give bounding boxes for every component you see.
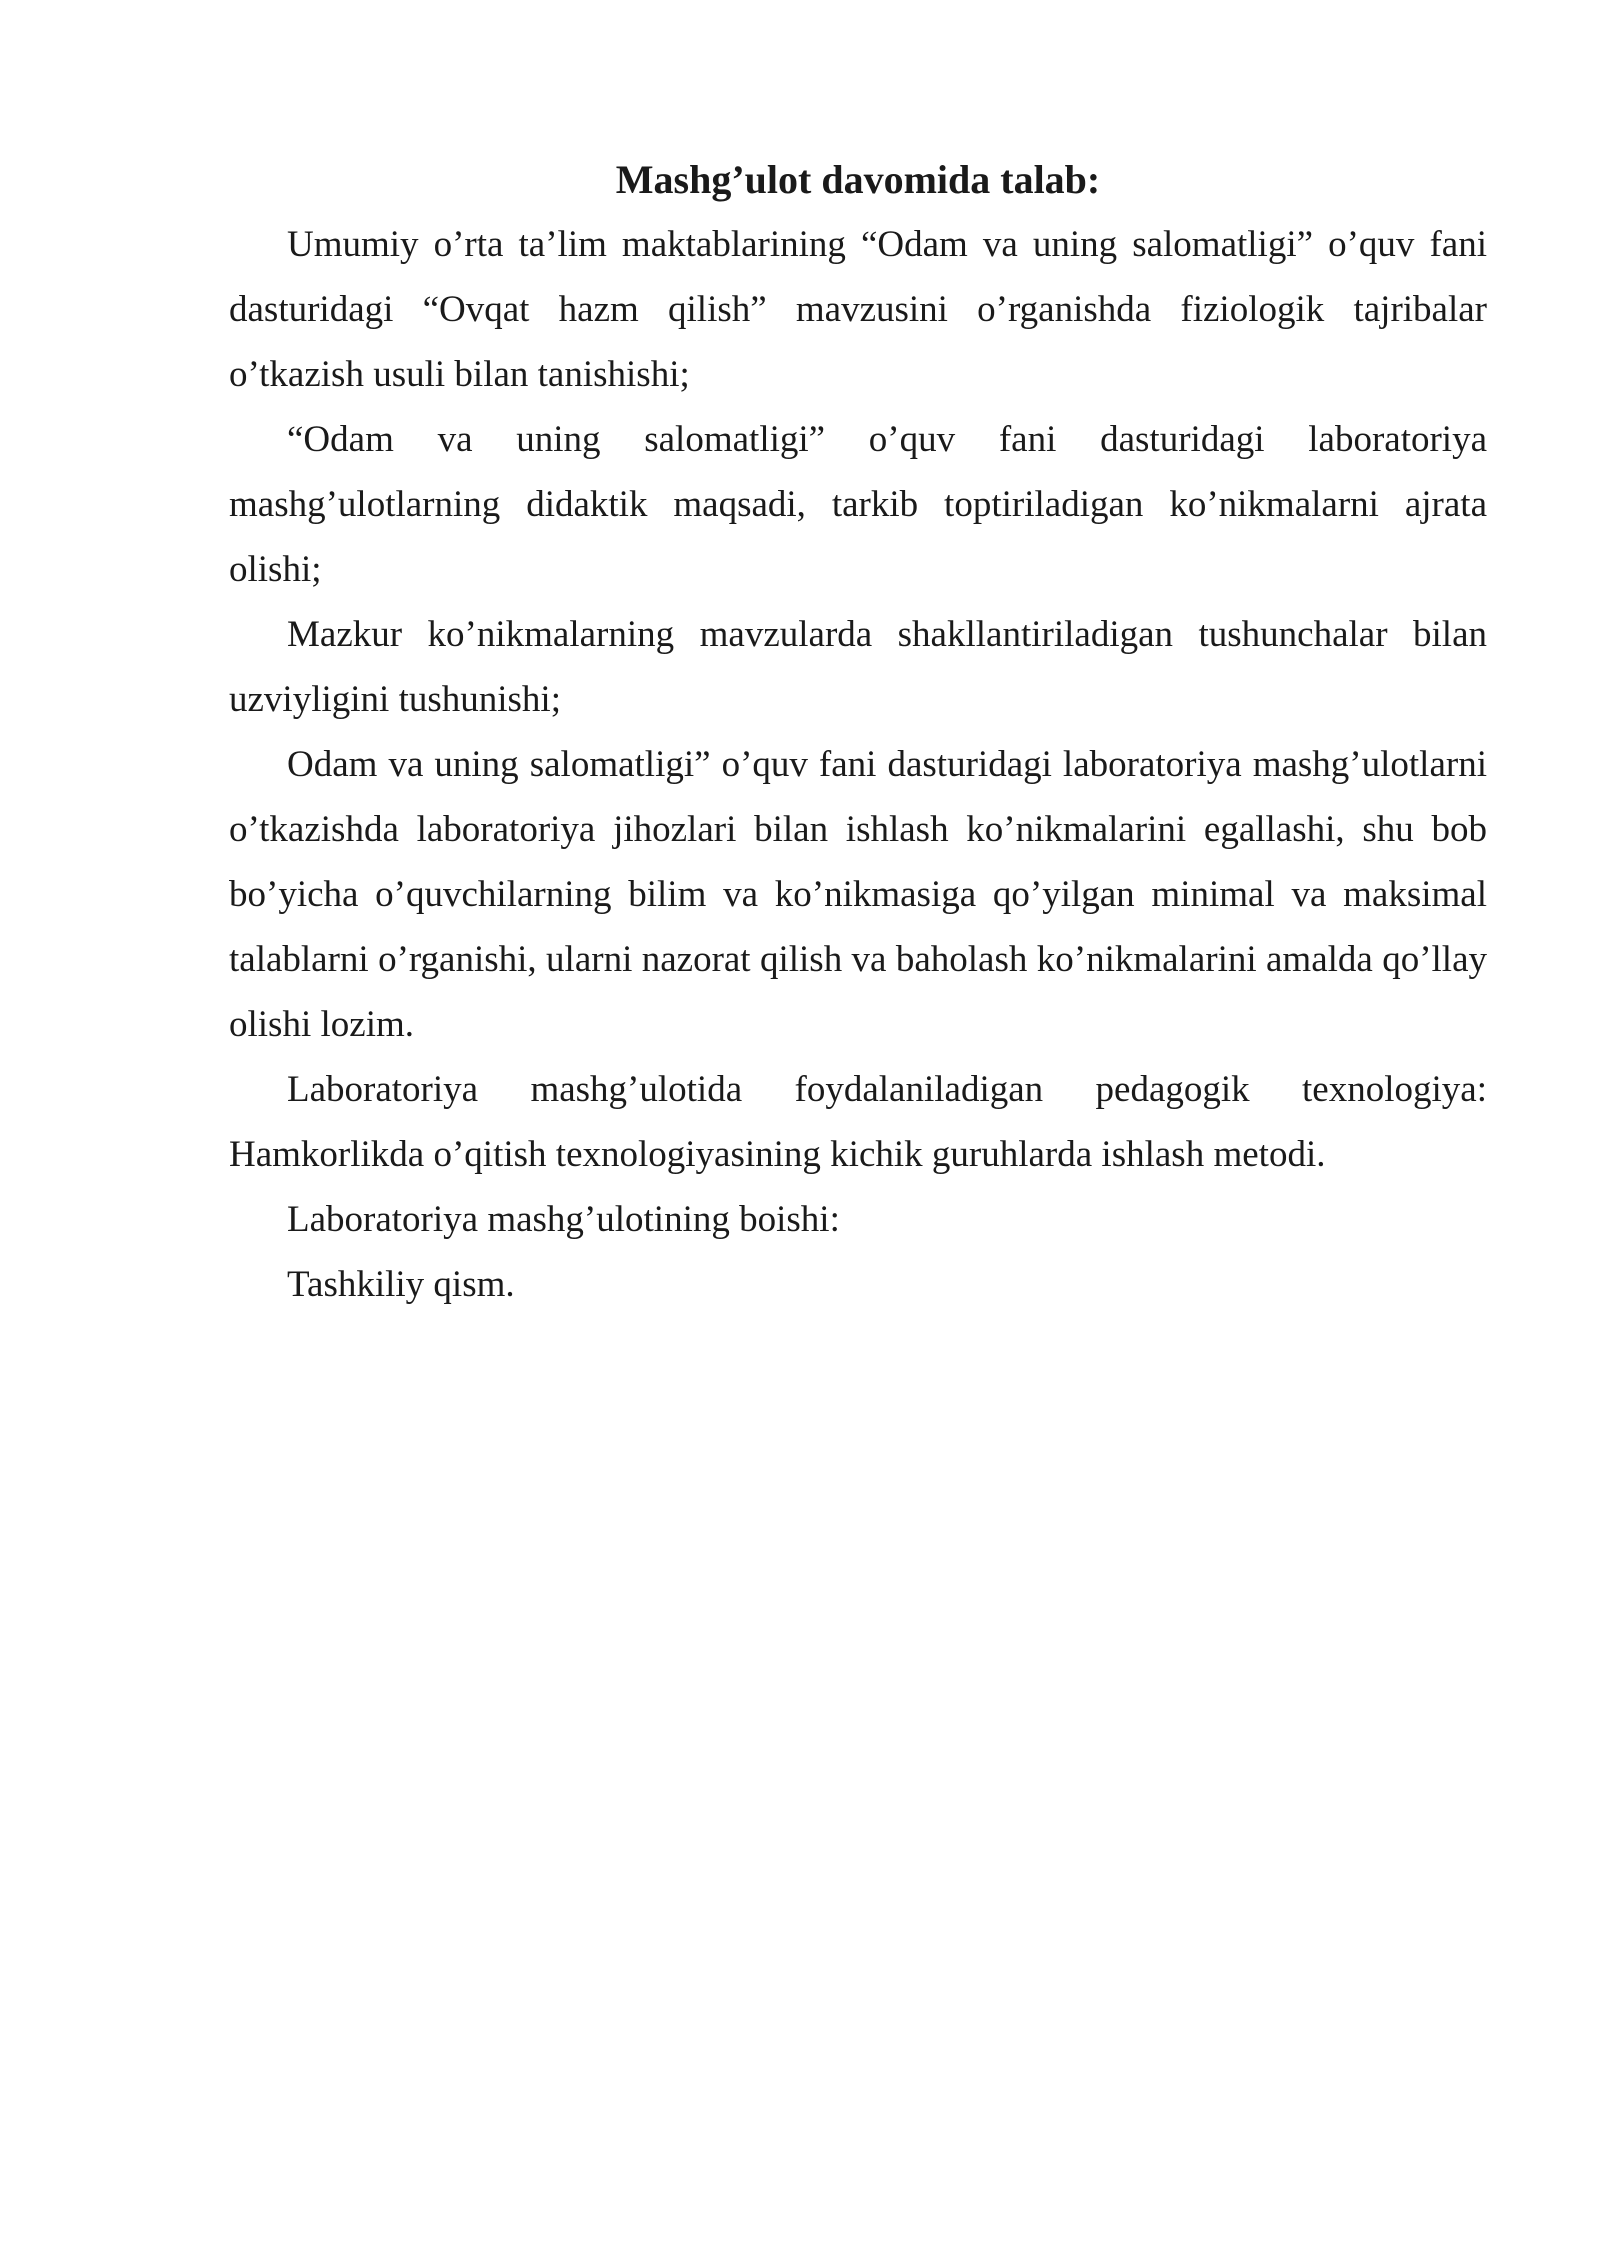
- paragraph-7: Tashkiliy qism.: [287, 1264, 515, 1305]
- document-title: Mashg’ulot davomida talab:: [615, 157, 1101, 202]
- paragraph-2: “Odam va uning salomatligi” o’quv fani dasturidagi laboratoriya mashg’ulotlarning didaktik maqsadi, tarkib toptiriladigan ko’nikmalarni ajrata olishi;: [229, 419, 1487, 590]
- paragraph-1: Umumiy o’rta ta’lim maktablarining “Odam va uning salomatligi” o’quv fani dasturidagi “Ovqat hazm qilish” mavzusini o’rganishda fiziologik tajribalar o’tkazish usuli bilan tanishishi;: [229, 224, 1487, 395]
- paragraph-4: Odam va uning salomatligi” o’quv fani dasturidagi laboratoriya mashg’ulotlarni o’tkazishda laboratoriya jihozlari bilan ishlash ko’nikmalarini egallashi, shu bob bo’yicha o’quvchilarning bilim va ko’nikmasiga qo’yilgan minimal va maksimal talablarni o’rganishi, ularni nazorat qilish va baholash ko’nikmalarini amalda qo’llay olishi lozim.: [229, 744, 1487, 1045]
- paragraph-3: Mazkur ko’nikmalarning mavzularda shakllantiriladigan tushunchalar bilan uzviyligini tushunishi;: [229, 614, 1487, 720]
- paragraph-6: Laboratoriya mashg’ulotining boishi:: [287, 1199, 840, 1240]
- paragraph-5: Laboratoriya mashg’ulotida foydalaniladigan pedagogik texnologiya: Hamkorlikda o’qitish texnologiyasining kichik guruhlarda ishlash metodi.: [229, 1069, 1487, 1175]
- document-body: [229, 148, 1487, 1317]
